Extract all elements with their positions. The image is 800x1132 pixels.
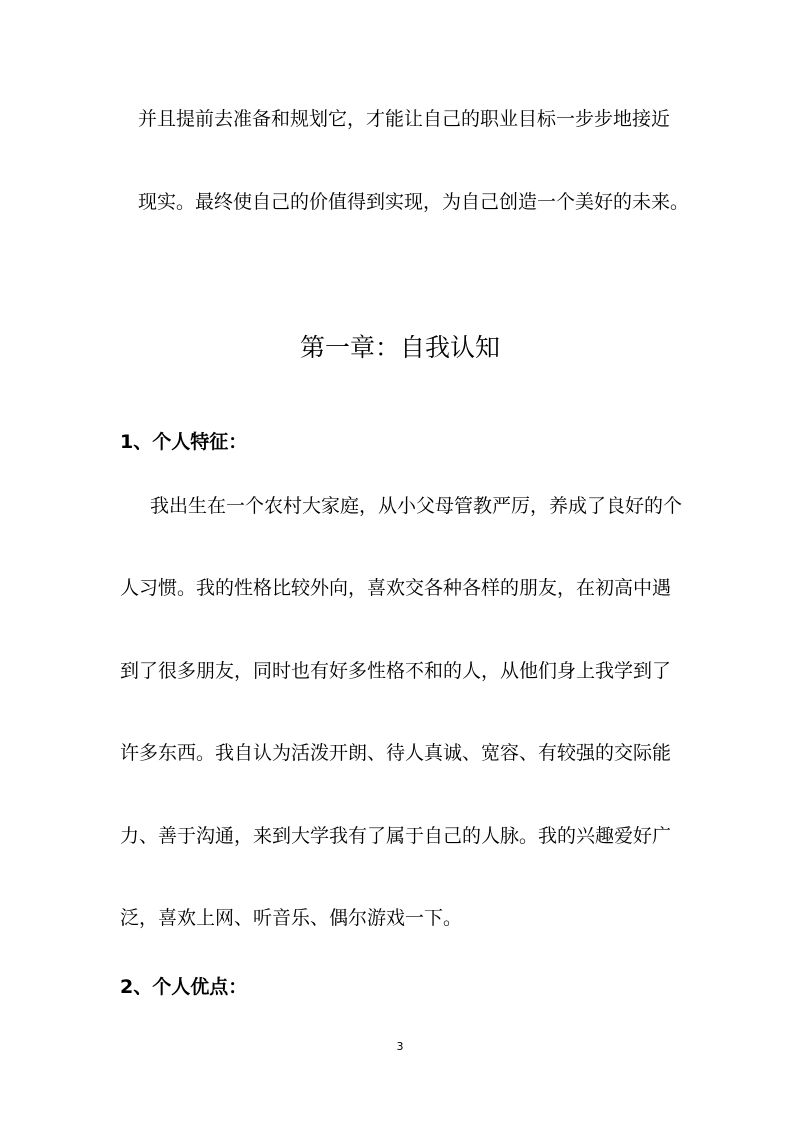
- page-number: 3: [396, 1040, 404, 1053]
- intro-line-1: 并且提前去准备和规划它，才能让自己的职业目标一步步地接近: [138, 108, 671, 130]
- chapter-title: 第一章：自我认知: [299, 333, 500, 362]
- paragraph-line-2: 人习惯。我的性格比较外向，喜欢交各种各样的朋友，在初高中遇: [120, 577, 672, 599]
- paragraph-line-4: 许多东西。我自认为活泼开朗、待人真诚、宽容、有较强的交际能: [120, 742, 672, 764]
- paragraph-line-3: 到了很多朋友，同时也有好多性格不和的人，从他们身上我学到了: [120, 660, 672, 682]
- paragraph-line-6: 泛，喜欢上网、听音乐、偶尔游戏一下。: [120, 907, 463, 929]
- paragraph-line-5: 力、善于沟通，来到大学我有了属于自己的人脉。我的兴趣爱好广: [120, 825, 672, 847]
- section-heading-personal-traits: 1、个人特征：: [120, 431, 248, 453]
- section-heading-personal-strengths: 2、个人优点：: [120, 976, 248, 998]
- paragraph-line-1: 我出生在一个农村大家庭，从小父母管教严厉，养成了良好的个: [150, 495, 683, 517]
- intro-line-2: 现实。最终使自己的价值得到实现，为自己创造一个美好的未来。: [138, 191, 690, 213]
